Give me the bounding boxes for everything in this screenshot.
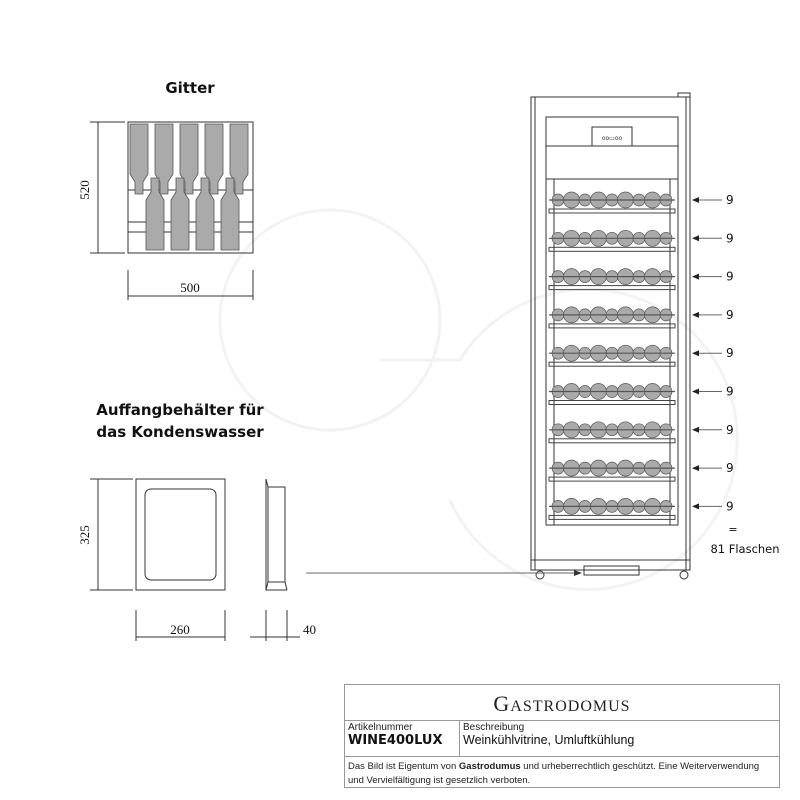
- auffang-title-line1: Auffangbehälter für: [96, 401, 264, 419]
- wine-shelf: [549, 384, 734, 405]
- arrow-icon: [692, 389, 699, 395]
- wine-shelf: [549, 498, 734, 519]
- svg-text:oo▭oo: oo▭oo: [601, 135, 623, 142]
- shelf-bottle-count: 9: [726, 384, 734, 399]
- brand-logo: GASTRODOMUS: [493, 691, 631, 716]
- wine-shelf: [549, 422, 734, 443]
- equals-sign: =: [728, 523, 738, 536]
- shelf-bottle-count: 9: [726, 461, 734, 476]
- wine-shelf: [549, 269, 734, 290]
- arrow-icon: [692, 350, 699, 356]
- arrow-icon: [692, 274, 699, 280]
- svg-text:40: 40: [303, 622, 316, 637]
- shelf-bottle-count: 9: [726, 346, 734, 361]
- total-bottles: 81 Flaschen: [710, 542, 780, 556]
- svg-text:520: 520: [77, 180, 92, 200]
- arrow-icon: [692, 427, 699, 433]
- auffang-front-view: [136, 479, 225, 590]
- title-block: [344, 684, 780, 788]
- arrow-icon: [692, 312, 699, 318]
- gitter-width-dimension: [128, 270, 253, 300]
- article-number: WINE400LUX: [348, 733, 443, 748]
- article-label: Artikelnummer: [348, 722, 413, 733]
- copyright-notice: Das Bild ist Eigentum von Gastrodumus und urheberrechtlich geschützt. Eine Weiterverwendung und Vervielfältigung ist gesetzlich verboten.: [348, 761, 760, 786]
- gitter-height-dimension: [77, 122, 125, 253]
- wine-shelf: [549, 230, 734, 251]
- shelf-bottle-count: 9: [726, 307, 734, 322]
- svg-text:260: 260: [170, 622, 190, 637]
- foot: [536, 571, 544, 579]
- shelf-bottle-count: 9: [726, 422, 734, 437]
- shelf-bottle-count: 9: [726, 499, 734, 514]
- svg-text:325: 325: [77, 525, 92, 545]
- brand-logo-row: [345, 685, 779, 721]
- auffang-depth-dimension: [250, 610, 316, 641]
- wine-shelf: [549, 307, 734, 328]
- gitter-drawing: [128, 122, 253, 253]
- auffang-height-dimension: [77, 479, 133, 590]
- shelf-bottle-count: 9: [726, 269, 734, 284]
- auffang-side-view: [266, 479, 287, 590]
- auffang-title-line2: das Kondenswasser: [96, 423, 264, 441]
- gitter-title: Gitter: [165, 79, 215, 97]
- foot: [680, 571, 688, 579]
- svg-text:500: 500: [180, 280, 200, 295]
- shelf-bottle-count: 9: [726, 193, 734, 207]
- description: Weinkühlvitrine, Umluftkühlung: [463, 733, 635, 747]
- arrow-icon: [692, 465, 699, 471]
- wine-shelf: [549, 192, 734, 213]
- shelf-bottle-count: 9: [726, 231, 734, 246]
- arrow-icon: [692, 503, 699, 509]
- arrow-icon: [692, 235, 699, 241]
- watermark-logo: [220, 210, 737, 589]
- auffang-width-dimension: [136, 610, 225, 641]
- arrow-icon: [692, 197, 699, 203]
- description-label: Beschreibung: [463, 722, 525, 733]
- wine-shelf: [549, 460, 734, 481]
